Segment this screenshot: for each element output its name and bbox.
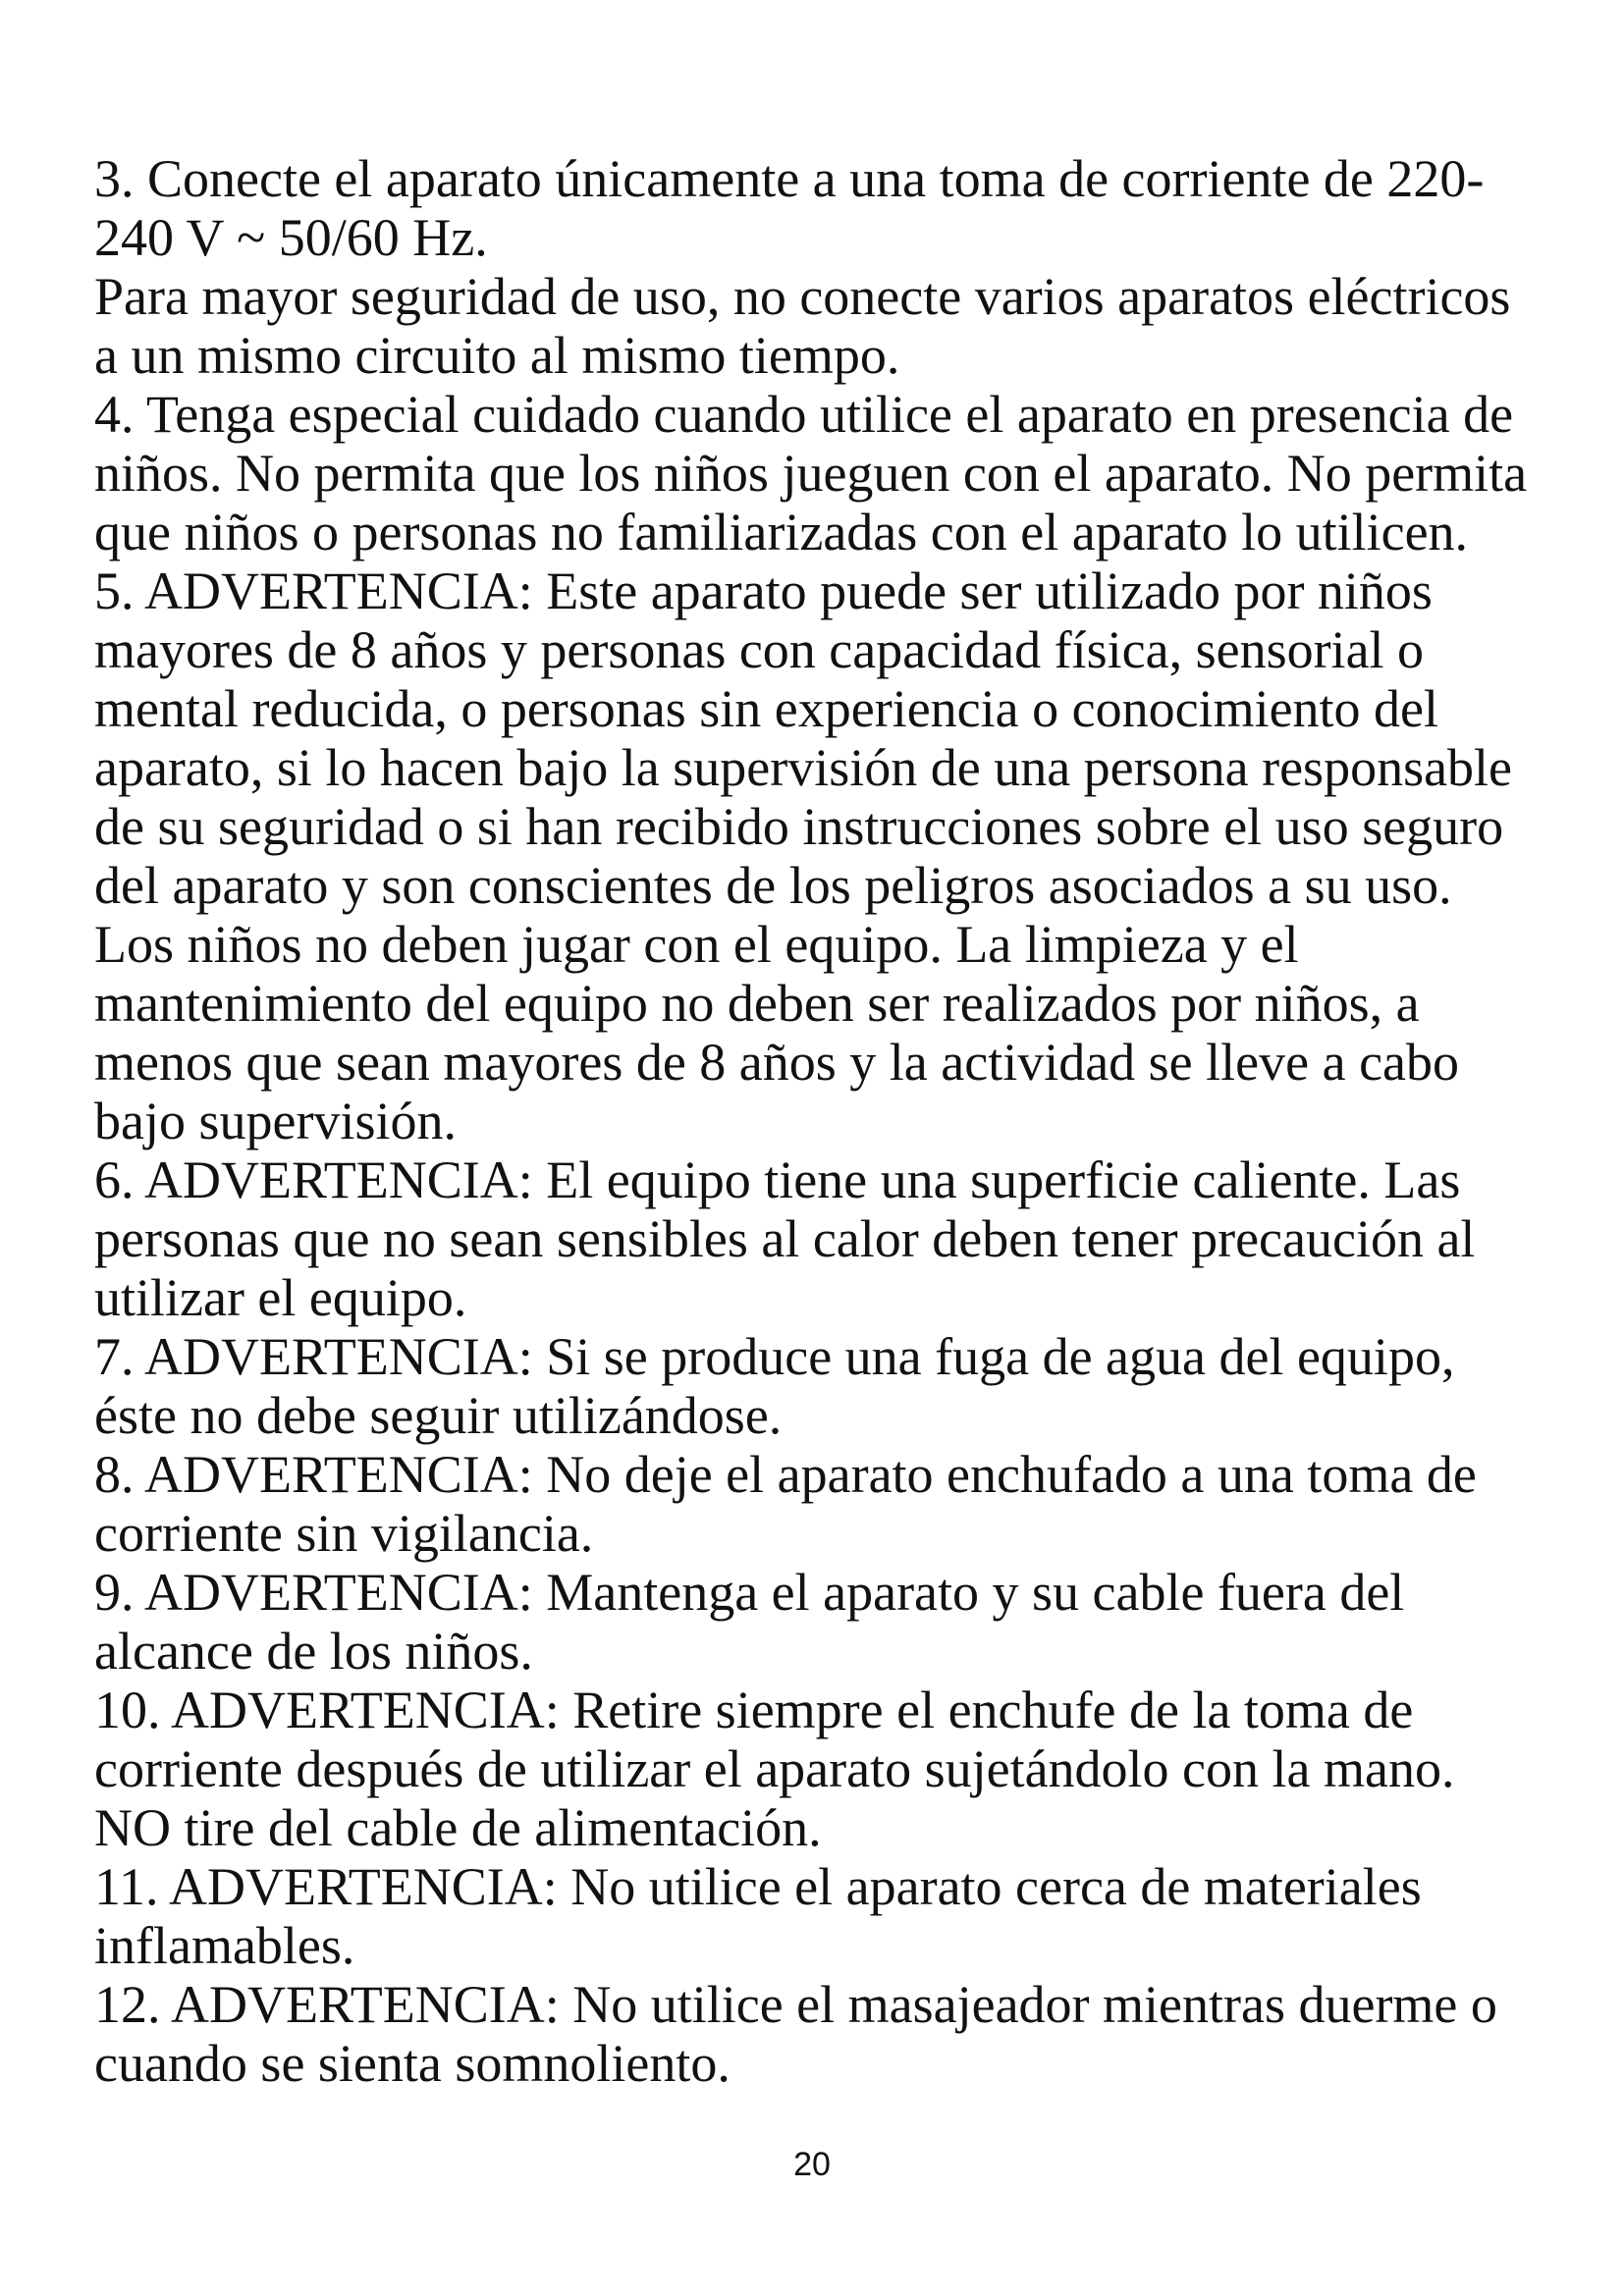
text-line: mayores de 8 años y personas con capacidad física, sensorial o <box>94 620 1425 679</box>
text-line: mental reducida, o personas sin experiencia o conocimiento del <box>94 679 1439 738</box>
text-line: niños. No permita que los niños jueguen con el aparato. No permita <box>94 444 1528 503</box>
text-line: 5. ADVERTENCIA: Este aparato puede ser utilizado por niños <box>94 561 1433 620</box>
text-line: 6. ADVERTENCIA: El equipo tiene una superficie caliente. Las <box>94 1150 1461 1209</box>
text-line: bajo supervisión. <box>94 1092 457 1150</box>
text-line: éste no debe seguir utilizándose. <box>94 1386 783 1445</box>
text-line: 240 V ~ 50/60 Hz. <box>94 208 488 267</box>
text-line: 12. ADVERTENCIA: No utilice el masajeador mientras duerme o <box>94 1975 1497 2034</box>
page-number: 20 <box>793 2146 831 2183</box>
text-line: de su seguridad o si han recibido instrucciones sobre el uso seguro <box>94 797 1504 856</box>
text-line: menos que sean mayores de 8 años y la actividad se lleve a cabo <box>94 1033 1459 1092</box>
text-line: utilizar el equipo. <box>94 1268 467 1327</box>
text-line: cuando se sienta somnoliento. <box>94 2034 731 2093</box>
text-line: 3. Conecte el aparato únicamente a una toma de corriente de 220- <box>94 149 1485 208</box>
text-line: aparato, si lo hacen bajo la supervisión de una persona responsable <box>94 738 1513 797</box>
text-line: 11. ADVERTENCIA: No utilice el aparato cerca de materiales <box>94 1857 1422 1916</box>
text-line: NO tire del cable de alimentación. <box>94 1798 822 1857</box>
text-line: corriente sin vigilancia. <box>94 1504 594 1563</box>
text-line: a un mismo circuito al mismo tiempo. <box>94 326 900 385</box>
text-line: del aparato y son conscientes de los peligros asociados a su uso. <box>94 856 1452 915</box>
text-line: 8. ADVERTENCIA: No deje el aparato enchufado a una toma de <box>94 1445 1477 1504</box>
text-line: alcance de los niños. <box>94 1622 533 1681</box>
text-line: Para mayor seguridad de uso, no conecte varios aparatos eléctricos <box>94 267 1511 326</box>
text-line: mantenimiento del equipo no deben ser realizados por niños, a <box>94 974 1420 1033</box>
page-body <box>94 149 1528 2093</box>
text-line: 7. ADVERTENCIA: Si se produce una fuga de agua del equipo, <box>94 1327 1455 1386</box>
text-line: Los niños no deben jugar con el equipo. La limpieza y el <box>94 915 1299 974</box>
text-line: personas que no sean sensibles al calor deben tener precaución al <box>94 1209 1476 1268</box>
text-line: corriente después de utilizar el aparato sujetándolo con la mano. <box>94 1739 1455 1798</box>
text-line: 9. ADVERTENCIA: Mantenga el aparato y su cable fuera del <box>94 1563 1405 1622</box>
text-line: 10. ADVERTENCIA: Retire siempre el enchufe de la toma de <box>94 1681 1414 1739</box>
text-line: 4. Tenga especial cuidado cuando utilice el aparato en presencia de <box>94 385 1514 444</box>
text-line: inflamables. <box>94 1916 355 1975</box>
text-line: que niños o personas no familiarizadas con el aparato lo utilicen. <box>94 503 1469 561</box>
